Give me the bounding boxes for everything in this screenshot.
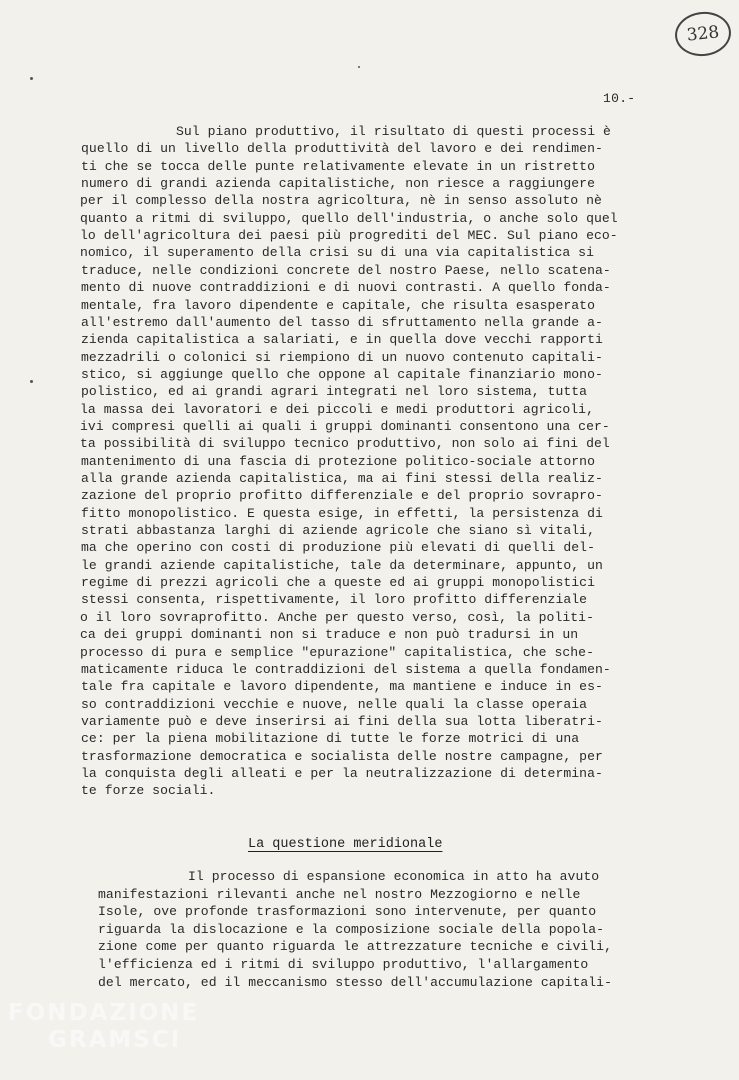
text-line: le grandi aziende capitalistiche, tale da determinare, appunto, un [81, 557, 603, 573]
page-number: 10.- [603, 91, 636, 106]
text-line: ma che operino con costi di produzione più elevati di quelli del- [81, 540, 595, 556]
text-line: la conquista degli alleati e per la neutralizzazione di determina- [81, 765, 603, 781]
text-line: stico, si aggiunge quello che oppone al capitale finanziario mono- [81, 366, 603, 382]
text-line: ivi compresi quelli ai quali i gruppi dominanti consentono una cer- [80, 418, 610, 434]
text-line: zione come per quanto riguarda le attrezzature tecniche e civili, [98, 939, 612, 955]
text-line: ta possibilità di sviluppo tecnico produttivo, non solo ai fini del [80, 436, 610, 452]
text-line: ce: per la piena mobilitazione di tutte le forze motrici di una [81, 731, 580, 747]
text-line: regime di prezzi agricoli che a queste ed ai gruppi monopolistici [81, 575, 595, 591]
paper-speck [30, 380, 33, 383]
text-line: numero di grandi azienda capitalistiche, non riesce a raggiungere [81, 176, 595, 192]
text-line: processo di pura e semplice "epurazione" capitalistica, che sche- [80, 644, 594, 660]
text-line: per il complesso della nostra agricoltura, nè in senso assoluto nè [80, 193, 602, 209]
text-line: stessi consenta, rispettivamente, il loro profitto differenziale [81, 592, 588, 608]
text-line: del mercato, ed il meccanismo stesso dell'accumulazione capitali- [98, 974, 612, 990]
text-line: Isole, ove profonde trasformazioni sono intervenute, per quanto [98, 904, 597, 920]
text-line: mentale, fra lavoro dipendente e capitale, che risulta esasperato [81, 297, 595, 313]
paper-speck [358, 66, 360, 68]
text-line: manifestazioni rilevanti anche nel nostro Mezzogiorno e nelle [98, 886, 581, 902]
text-line: zienda capitalistica a salariati, e in quella dove vecchi rapporti [81, 332, 603, 348]
text-line: fitto monopolistico. E questa esige, in effetti, la persistenza di [81, 505, 603, 521]
text-line: ca dei gruppi dominanti non si traduce e non può tradursi in un [80, 627, 579, 643]
text-line: l'efficienza ed i ritmi di sviluppo produttivo, l'allargamento [98, 957, 589, 972]
text-line: riguarda la dislocazione e la composizione sociale della popola- [98, 921, 605, 937]
text-line: strati abbastanza larghi di aziende agricole che siano sì vitali, [81, 523, 595, 539]
text-line: quanto a ritmi di sviluppo, quello dell'industria, o anche solo quel [80, 210, 618, 226]
text-line: mento di nuove contraddizioni e di nuovi contrasti. A quello fonda- [81, 280, 611, 296]
text-line: la massa dei lavoratori e dei piccoli e medi produttori agricoli, [80, 401, 594, 417]
text-line: lo dell'agricoltura dei paesi più progrediti del MEC. Sul piano eco- [80, 228, 618, 244]
text-line: Sul piano produttivo, il risultato di questi processi è [176, 124, 611, 139]
paper-speck [30, 77, 33, 80]
text-line: Il processo di espansione economica in atto ha avuto [188, 869, 600, 884]
text-line: mezzadrili o colonici si riempiono di un nuovo contenuto capitali- [81, 349, 603, 365]
text-line: variamente può e deve inserirsi ai fini della sua lotta liberatri- [81, 713, 603, 729]
text-line: tale fra capitale e lavoro dipendente, ma mantiene e induce in es- [81, 679, 603, 695]
text-line: nomico, il superamento della crisi su di una via capitalistica si [80, 245, 594, 261]
text-line: so contraddizioni vecchie e nuove, nelle quali la classe operaia [81, 696, 588, 712]
text-line: traduce, nelle condizioni concrete del nostro Paese, nello scatena- [81, 262, 611, 278]
watermark-line: GRAMSCI [48, 1027, 182, 1053]
text-line: quello di un livello della produttività del lavoro e dei rendimen- [81, 141, 603, 157]
text-line: o il loro sovraprofitto. Anche per questo verso, così, la politi- [80, 609, 594, 625]
text-line: all'estremo dall'aumento del tasso di sfruttamento nella grande a- [81, 314, 603, 330]
text-line: maticamente riduca le contraddizioni del sistema a quella fondamen- [81, 661, 611, 677]
archive-page-stamp: 328 [673, 9, 733, 59]
text-line: te forze sociali. [81, 783, 216, 799]
archive-watermark [8, 1000, 200, 1070]
text-line: polistico, ed ai grandi agrari integrati nel loro sistema, tutta [81, 384, 588, 400]
text-line: ti che se tocca delle punte relativamente elevate in un ristretto [81, 158, 595, 174]
text-line: alla grande azienda capitalistica, ma ai fini stessi della realiz- [81, 471, 603, 486]
section-heading: La questione meridionale [248, 837, 443, 852]
watermark-line: FONDAZIONE [8, 1000, 200, 1026]
text-line: zazione del proprio profitto differenziale e del proprio sovrapro- [81, 488, 603, 504]
text-line: mantenimento di una fascia di protezione politico-sociale attorno [81, 453, 595, 469]
text-line: trasformazione democratica e socialista delle nostre campagne, per [81, 748, 603, 764]
